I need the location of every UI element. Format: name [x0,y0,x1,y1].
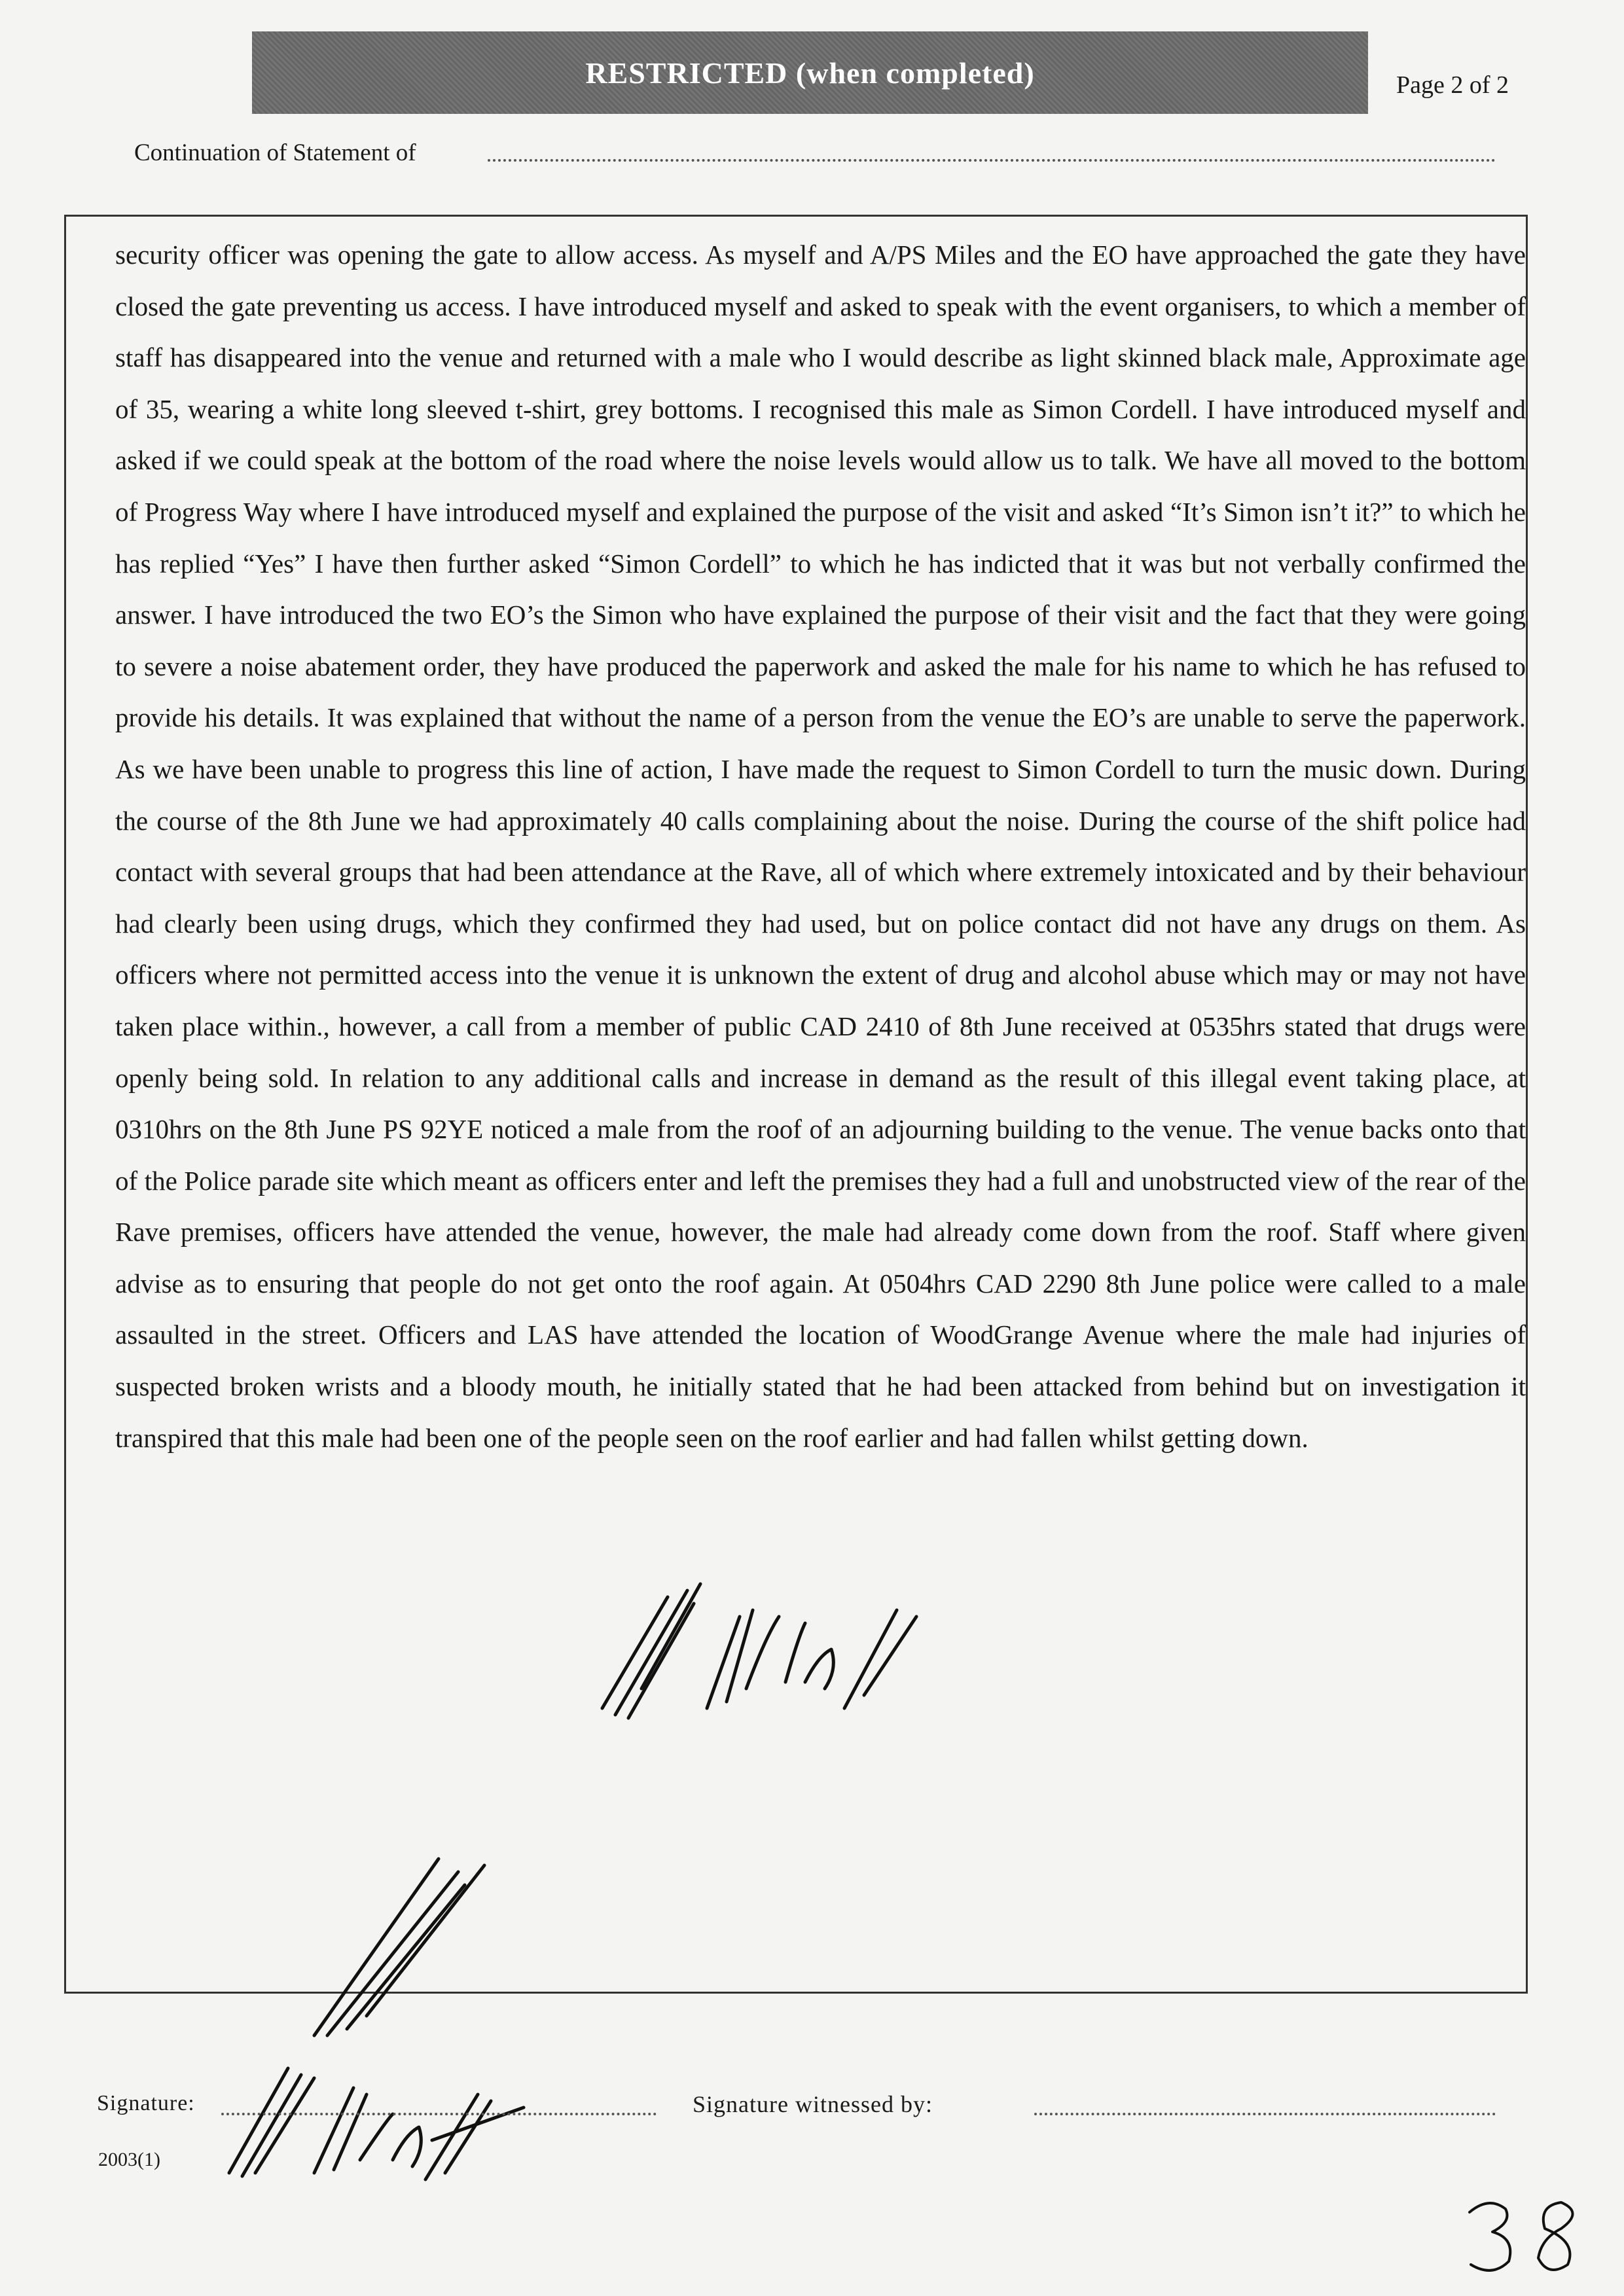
signature-mark-footer [216,2049,556,2186]
signature-mark-box [288,1846,497,2042]
continuation-label: Continuation of Statement of [134,139,416,166]
restricted-banner [252,31,1368,114]
form-code: 2003(1) [98,2149,160,2170]
signature-line [221,2113,657,2115]
handwritten-page-number [1463,2193,1594,2284]
banner-text: RESTRICTED (when completed) [585,56,1035,90]
witness-label: Signature witnessed by: [693,2091,933,2117]
signature-mark-body [589,1558,929,1728]
witness-signature-line [1034,2113,1496,2115]
signature-label: Signature: [97,2091,195,2115]
statement-text: security officer was opening the gate to allow access. As myself and A/PS Miles and the EO have approached the gate they have closed the gate preventing us access. I have introduced myself and asked to speak with the event organisers, to which a member of staff has disappeared into the venue and returned with a male who I would describe as light skinned black male, Approximate age of 35, wearing a white long sleeved t-shirt, grey bottoms. I recognised this male as Simon Cordell. I have introduced myself and asked if we could speak at the bottom of the road where the noise levels would allow us to talk. We have all moved to the bottom of Progress Way where I have introduced myself and explained the purpose of the visit and asked “It’s Simon isn’t it?” to which he has replied “Yes” I have then further asked “Simon Cordell” to which he has indicted that it was but not verbally confirmed the answer. I have introduced the two EO’s the Simon who have explained the purpose of their visit and the fact that they were going to severe a noise abatement order, they have produced the paperwork and asked the male for his name to which he has refused to provide his details. It was explained that without the name of a person from the venue the EO’s are unable to serve the paperwork. As we have been unable to progress this line of action, I have made the request to Simon Cordell to turn the music down. During the course of the 8th June we had approximately 40 calls complaining about the noise. During the course of the shift police had contact with several groups that had been attendance at the Rave, all of which where extremely intoxicated and by their behaviour had clearly been using drugs, which they confirmed they had used, but on police contact did not have any drugs on them. As officers where not permitted access into the venue it is unknown the extent of drug and alcohol abuse which may or may not have taken place within., however, a call from a member of public CAD 2410 of 8th June received at 0535hrs stated that drugs were openly being sold. In relation to any additional calls and increase in demand as the result of this illegal event taking place, at 0310hrs on the 8th June PS 92YE noticed a male from the roof of an adjourning building to the venue. The venue backs onto that of the Police parade site which meant as officers enter and left the premises they had a full and unobstructed view of the rear of the Rave premises, officers have attended the venue, however, the male had already come down from the roof. Staff where given advise as to ensuring that people do not get onto the roof again. At 0504hrs CAD 2290 8th June police were called to a male assaulted in the street. Officers and LAS have attended the location of WoodGrange Avenue where the male had injuries of suspected broken wrists and a bloody mouth, he initially stated that he had been attacked from behind but on investigation it transpired that this male had been one of the people seen on the roof earlier and had fallen whilst getting down. [115,240,1526,1453]
page-indicator: Page 2 of 2 [1396,71,1509,99]
continuation-name-line [488,159,1496,162]
